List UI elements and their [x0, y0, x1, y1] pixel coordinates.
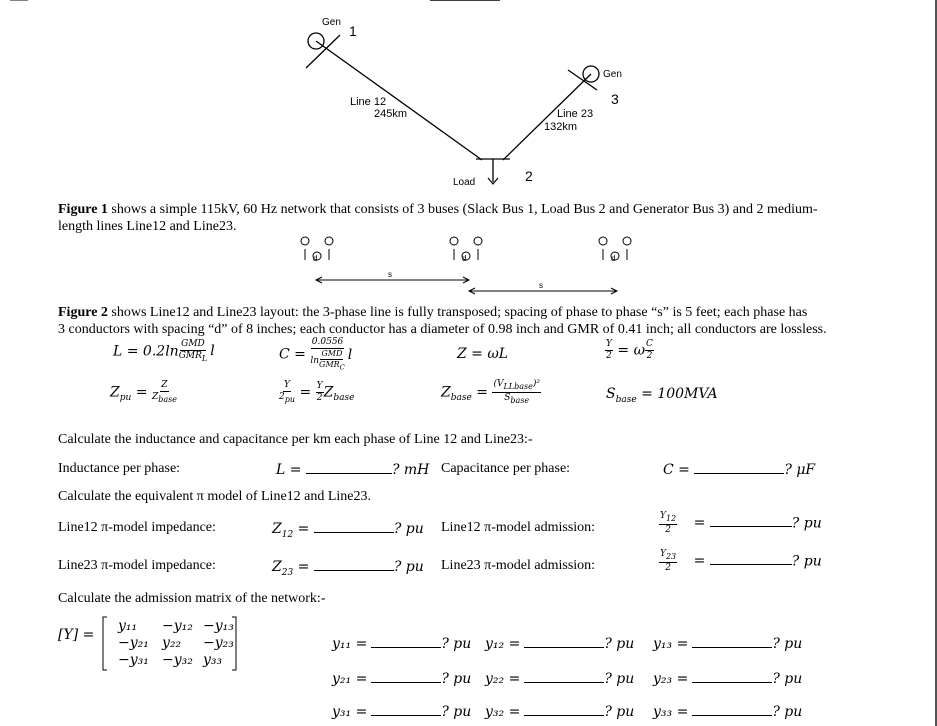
- bus3-number: 3: [611, 91, 619, 107]
- y-answer-blank[interactable]: [524, 635, 604, 648]
- y-answer-field[interactable]: [653, 670, 802, 687]
- paragraph-1-line2: length lines Line12 and Line23.: [58, 219, 237, 234]
- sbase-formula: $S_{base} = 100MVA$: [606, 386, 718, 405]
- y-answer-label: y₂₂ =: [485, 671, 521, 687]
- bus1-number: 1: [349, 23, 357, 39]
- y-answer-blank[interactable]: [371, 635, 441, 648]
- paragraph-2-line1: Figure 2 shows Line12 and Line23 layout: the 3-phase line is fully transposed; spacing of phase to phase “s” is 5 feet; each phase has: [58, 305, 808, 320]
- capacitance-formula: C = 0.0556 ln $\frac{\text{GMD}}{GMR_C}$ l: [279, 337, 353, 372]
- line12-name: Line 12: [350, 96, 387, 108]
- y-answer-blank[interactable]: [524, 703, 604, 716]
- impedance-formula: Z = ωL: [457, 346, 509, 362]
- y23-answer[interactable]: $\frac{Y_{23}}{2}$ = ? pu: [660, 549, 822, 573]
- d-label-2: d: [462, 254, 467, 263]
- y-answer-field[interactable]: [485, 670, 634, 687]
- matrix-entry: −y₂₃: [203, 635, 234, 651]
- line23-admission-label: Line23 π-model admission:: [441, 558, 596, 573]
- matrix-entry: y₃₃: [203, 652, 223, 668]
- pu-unit: ? pu: [772, 636, 803, 652]
- line12-length: 245km: [374, 108, 408, 120]
- pu-unit: ? pu: [441, 671, 472, 687]
- line23-name: Line 23: [557, 108, 594, 120]
- zbase-formula: $Z_{base}$ = $\frac{(V_{LLbase})^2}{S_{base}}$: [441, 379, 540, 405]
- y-answer-label: y₃₁ =: [332, 704, 368, 720]
- y-answer-label: y₁₁ =: [332, 636, 368, 652]
- line12-impedance-label: Line12 π-model impedance:: [58, 520, 216, 535]
- line23-impedance-label: Line23 π-model impedance:: [58, 558, 216, 573]
- line23-length: 132km: [544, 121, 578, 133]
- y-answer-field[interactable]: [653, 703, 802, 720]
- d-label-1: d: [313, 254, 318, 263]
- inductance-answer[interactable]: L = ? mH: [276, 462, 430, 478]
- question-1: Calculate the inductance and capacitance per km each phase of Line 12 and Line23:-: [58, 432, 533, 447]
- y-answer-field[interactable]: [653, 635, 802, 652]
- matrix-entry: −y₃₁: [118, 652, 149, 668]
- y-answer-blank[interactable]: [524, 670, 604, 683]
- d-label-3: d: [611, 254, 616, 263]
- question-3: Calculate the admission matrix of the network:-: [58, 591, 326, 606]
- s-label-2: s: [539, 281, 543, 290]
- matrix-entry: y₂₂: [162, 635, 182, 651]
- pu-unit: ? pu: [772, 671, 803, 687]
- ypu-formula: $\frac{Y}{2_{pu}}$ = $\frac{Y}{2}$ $Z_{base}$: [279, 380, 355, 404]
- load-label: Load: [453, 177, 476, 188]
- y-answer-blank[interactable]: [692, 635, 772, 648]
- y12-answer[interactable]: $\frac{Y_{12}}{2}$ = ? pu: [660, 511, 822, 535]
- y-answer-field[interactable]: [332, 670, 471, 687]
- admittance-formula: $\frac{Y}{2}$ = ω $\frac{C}{2}$: [606, 339, 653, 361]
- line12-admission-label: Line12 π-model admission:: [441, 520, 596, 535]
- paragraph-2-line2: 3 conductors with spacing “d” of 8 inches; each conductor has a diameter of 0.98 inch and GMR of 0.41 inch; all conductors are lossless.: [58, 322, 827, 337]
- capacitance-answer[interactable]: C = ? μF: [663, 462, 816, 478]
- y-answer-label: y₂₃ =: [653, 671, 689, 687]
- matrix-entry: −y₂₁: [118, 635, 149, 651]
- y-answer-label: y₁₃ =: [653, 636, 689, 652]
- pu-unit: ? pu: [441, 636, 472, 652]
- inductance-formula: L = 0.2ln $\frac{\text{GMD}}{GMR_L}$ l: [113, 339, 215, 363]
- pu-unit: ? pu: [772, 704, 803, 720]
- pu-unit: ? pu: [441, 704, 472, 720]
- y-answer-label: y₂₁ =: [332, 671, 368, 687]
- matrix-entry: −y₁₃: [203, 618, 234, 634]
- y-answer-field[interactable]: [332, 635, 471, 652]
- s-label-1: s: [388, 270, 392, 279]
- y-answer-field[interactable]: [332, 703, 471, 720]
- gen3-label: Gen: [603, 69, 622, 80]
- y-answer-label: y₃₃ =: [653, 704, 689, 720]
- bus2-number: 2: [525, 168, 533, 184]
- matrix-entry: −y₁₂: [162, 618, 193, 634]
- y-answer-field[interactable]: [485, 635, 634, 652]
- y-answer-blank[interactable]: [371, 670, 441, 683]
- y-answer-label: y₁₂ =: [485, 636, 521, 652]
- matrix-entry: −y₃₂: [162, 652, 193, 668]
- ybus-label: [Y] =: [58, 627, 95, 643]
- y-answer-field[interactable]: [485, 703, 634, 720]
- question-2: Calculate the equivalent π model of Line12 and Line23.: [58, 489, 372, 504]
- y-answer-blank[interactable]: [371, 703, 441, 716]
- y-answer-blank[interactable]: [692, 670, 772, 683]
- pu-unit: ? pu: [604, 704, 635, 720]
- y-answer-blank[interactable]: [692, 703, 772, 716]
- zpu-formula: $Z_{pu}$ = $\frac{Z}{Z_{base}}$: [110, 380, 177, 404]
- y-answer-label: y₃₂ =: [485, 704, 521, 720]
- z23-answer[interactable]: $Z_{23}$ = ? pu: [272, 559, 424, 578]
- inductance-label: Inductance per phase:: [58, 461, 181, 476]
- paragraph-1-line1: Figure 1 shows a simple 115kV, 60 Hz network that consists of 3 buses (Slack Bus 1, Load Bus 2 and Generator Bus 3) and 2 medium-: [58, 202, 818, 217]
- matrix-entry: y₁₁: [118, 618, 138, 634]
- capacitance-label: Capacitance per phase:: [441, 461, 571, 476]
- z12-answer[interactable]: $Z_{12}$ = ? pu: [272, 521, 424, 540]
- gen1-label: Gen: [322, 17, 341, 28]
- pu-unit: ? pu: [604, 671, 635, 687]
- pu-unit: ? pu: [604, 636, 635, 652]
